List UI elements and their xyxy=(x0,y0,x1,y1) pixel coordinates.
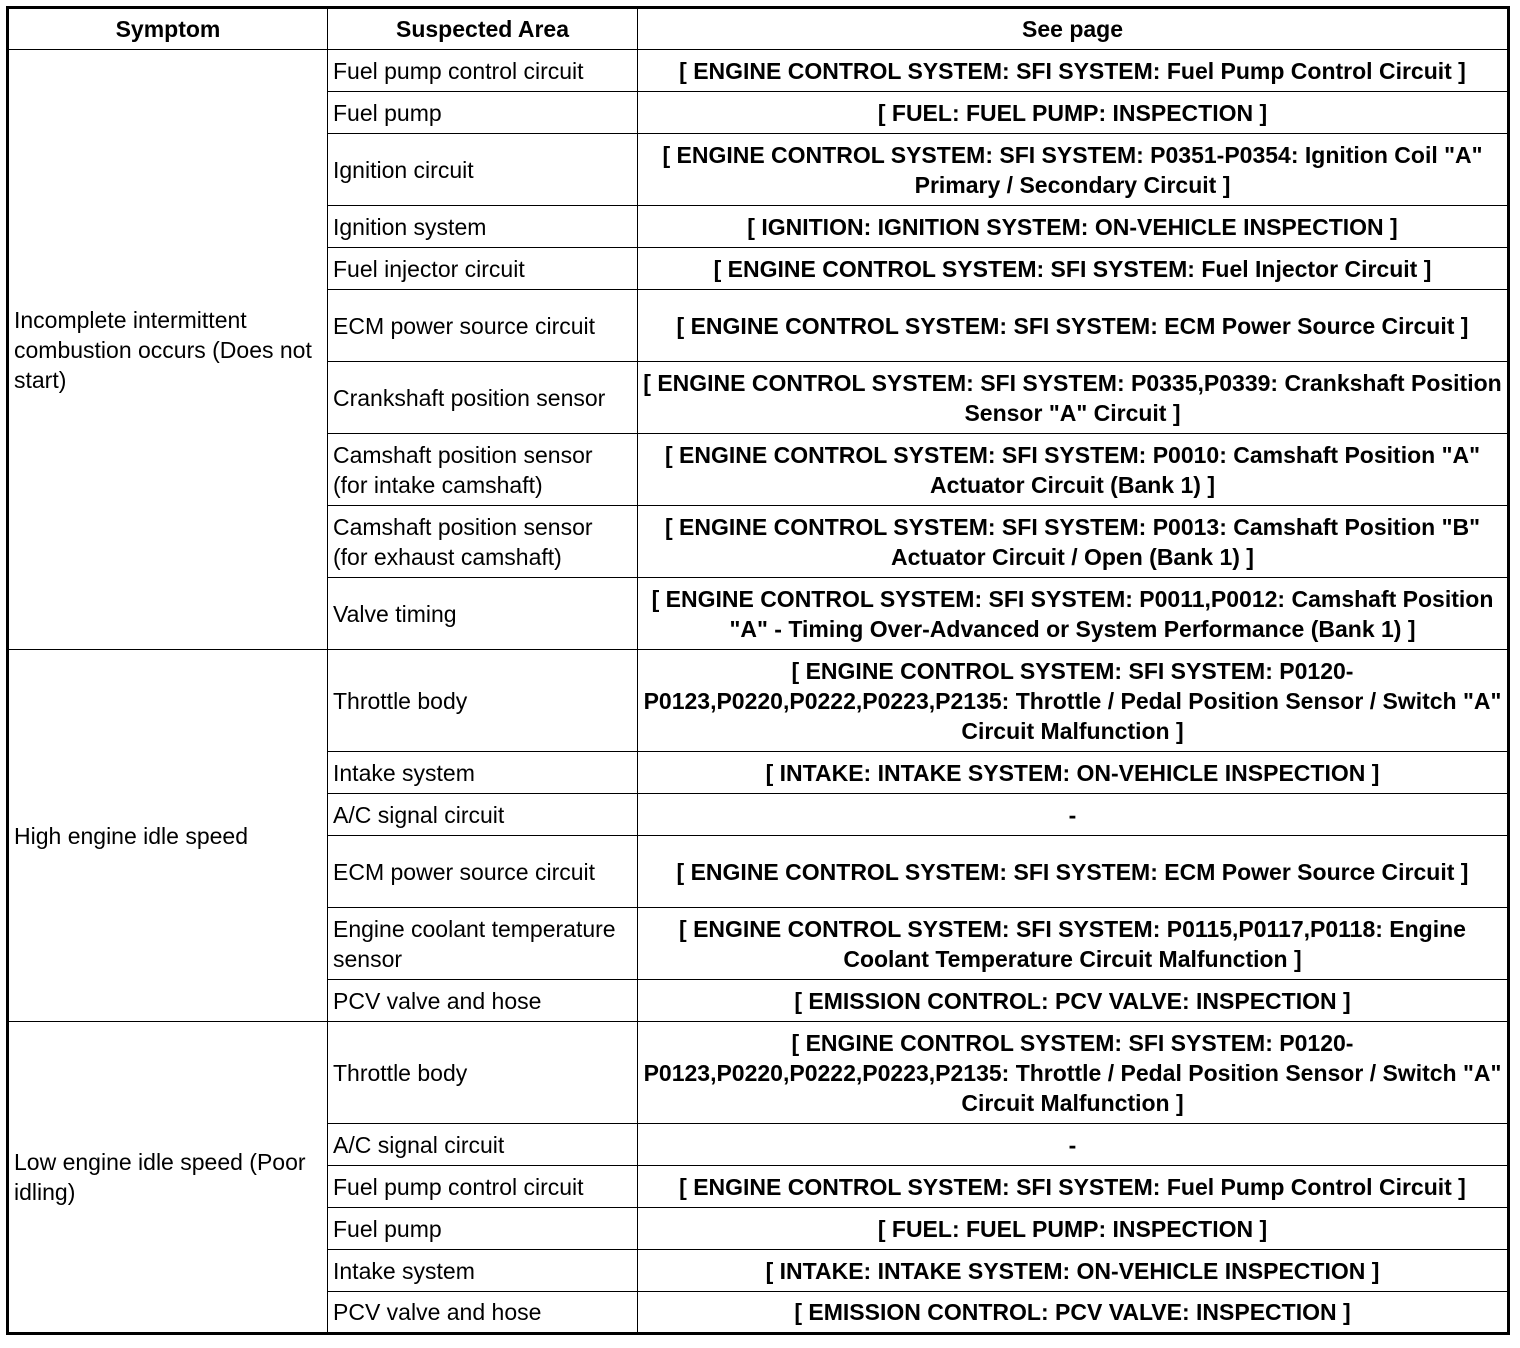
see-page-cell: [ INTAKE: INTAKE SYSTEM: ON-VEHICLE INSPECTION ] xyxy=(638,752,1509,794)
see-page-cell: [ ENGINE CONTROL SYSTEM: SFI SYSTEM: P0120-P0123,P0220,P0222,P0223,P2135: Throttle / Pedal Position Sensor / Switch "A" Circuit Malfunction ] xyxy=(638,650,1509,752)
symptom-cell: High engine idle speed xyxy=(8,650,328,1022)
table-row xyxy=(8,1022,1509,1124)
see-page-cell: [ ENGINE CONTROL SYSTEM: SFI SYSTEM: P0335,P0339: Crankshaft Position Sensor "A" Circuit ] xyxy=(638,362,1509,434)
table-row xyxy=(8,50,1509,92)
suspected-area-cell: Engine coolant temperature sensor xyxy=(328,908,638,980)
table-row xyxy=(8,650,1509,752)
suspected-area-cell: Fuel injector circuit xyxy=(328,248,638,290)
see-page-cell: [ ENGINE CONTROL SYSTEM: SFI SYSTEM: Fuel Injector Circuit ] xyxy=(638,248,1509,290)
see-page-cell: [ ENGINE CONTROL SYSTEM: SFI SYSTEM: Fuel Pump Control Circuit ] xyxy=(638,1166,1509,1208)
header-see-page: See page xyxy=(638,8,1509,50)
see-page-cell: [ ENGINE CONTROL SYSTEM: SFI SYSTEM: ECM Power Source Circuit ] xyxy=(638,290,1509,362)
suspected-area-cell: PCV valve and hose xyxy=(328,1292,638,1334)
suspected-area-cell: ECM power source circuit xyxy=(328,836,638,908)
see-page-cell: [ FUEL: FUEL PUMP: INSPECTION ] xyxy=(638,92,1509,134)
see-page-cell: [ IGNITION: IGNITION SYSTEM: ON-VEHICLE INSPECTION ] xyxy=(638,206,1509,248)
see-page-cell: [ EMISSION CONTROL: PCV VALVE: INSPECTION ] xyxy=(638,1292,1509,1334)
header-suspected-area: Suspected Area xyxy=(328,8,638,50)
see-page-cell: [ ENGINE CONTROL SYSTEM: SFI SYSTEM: P0010: Camshaft Position "A" Actuator Circuit (Bank 1) ] xyxy=(638,434,1509,506)
suspected-area-cell: Camshaft position sensor (for intake camshaft) xyxy=(328,434,638,506)
suspected-area-cell: Camshaft position sensor (for exhaust camshaft) xyxy=(328,506,638,578)
suspected-area-cell: Valve timing xyxy=(328,578,638,650)
suspected-area-cell: Ignition system xyxy=(328,206,638,248)
suspected-area-cell: Fuel pump control circuit xyxy=(328,50,638,92)
see-page-cell: - xyxy=(638,794,1509,836)
see-page-cell: - xyxy=(638,1124,1509,1166)
symptom-cell: Incomplete intermittent combustion occurs (Does not start) xyxy=(8,50,328,650)
see-page-cell: [ INTAKE: INTAKE SYSTEM: ON-VEHICLE INSPECTION ] xyxy=(638,1250,1509,1292)
symptom-cell: Low engine idle speed (Poor idling) xyxy=(8,1022,328,1334)
see-page-cell: [ ENGINE CONTROL SYSTEM: SFI SYSTEM: P0011,P0012: Camshaft Position "A" - Timing Over-Advanced or System Performance (Bank 1) ] xyxy=(638,578,1509,650)
suspected-area-cell: A/C signal circuit xyxy=(328,1124,638,1166)
header-symptom: Symptom xyxy=(8,8,328,50)
suspected-area-cell: Crankshaft position sensor xyxy=(328,362,638,434)
suspected-area-cell: Throttle body xyxy=(328,1022,638,1124)
suspected-area-cell: Ignition circuit xyxy=(328,134,638,206)
see-page-cell: [ ENGINE CONTROL SYSTEM: SFI SYSTEM: P0013: Camshaft Position "B" Actuator Circuit / Open (Bank 1) ] xyxy=(638,506,1509,578)
header-row xyxy=(8,8,1509,50)
see-page-cell: [ EMISSION CONTROL: PCV VALVE: INSPECTION ] xyxy=(638,980,1509,1022)
suspected-area-cell: Intake system xyxy=(328,752,638,794)
symptom-table xyxy=(6,6,1510,1335)
see-page-cell: [ ENGINE CONTROL SYSTEM: SFI SYSTEM: P0120-P0123,P0220,P0222,P0223,P2135: Throttle / Pedal Position Sensor / Switch "A" Circuit Malfunction ] xyxy=(638,1022,1509,1124)
suspected-area-cell: ECM power source circuit xyxy=(328,290,638,362)
suspected-area-cell: Fuel pump xyxy=(328,1208,638,1250)
see-page-cell: [ ENGINE CONTROL SYSTEM: SFI SYSTEM: ECM Power Source Circuit ] xyxy=(638,836,1509,908)
suspected-area-cell: Throttle body xyxy=(328,650,638,752)
suspected-area-cell: Fuel pump xyxy=(328,92,638,134)
suspected-area-cell: A/C signal circuit xyxy=(328,794,638,836)
see-page-cell: [ FUEL: FUEL PUMP: INSPECTION ] xyxy=(638,1208,1509,1250)
see-page-cell: [ ENGINE CONTROL SYSTEM: SFI SYSTEM: P0115,P0117,P0118: Engine Coolant Temperature Circuit Malfunction ] xyxy=(638,908,1509,980)
see-page-cell: [ ENGINE CONTROL SYSTEM: SFI SYSTEM: Fuel Pump Control Circuit ] xyxy=(638,50,1509,92)
see-page-cell: [ ENGINE CONTROL SYSTEM: SFI SYSTEM: P0351-P0354: Ignition Coil "A" Primary / Secondary Circuit ] xyxy=(638,134,1509,206)
suspected-area-cell: Fuel pump control circuit xyxy=(328,1166,638,1208)
suspected-area-cell: Intake system xyxy=(328,1250,638,1292)
suspected-area-cell: PCV valve and hose xyxy=(328,980,638,1022)
